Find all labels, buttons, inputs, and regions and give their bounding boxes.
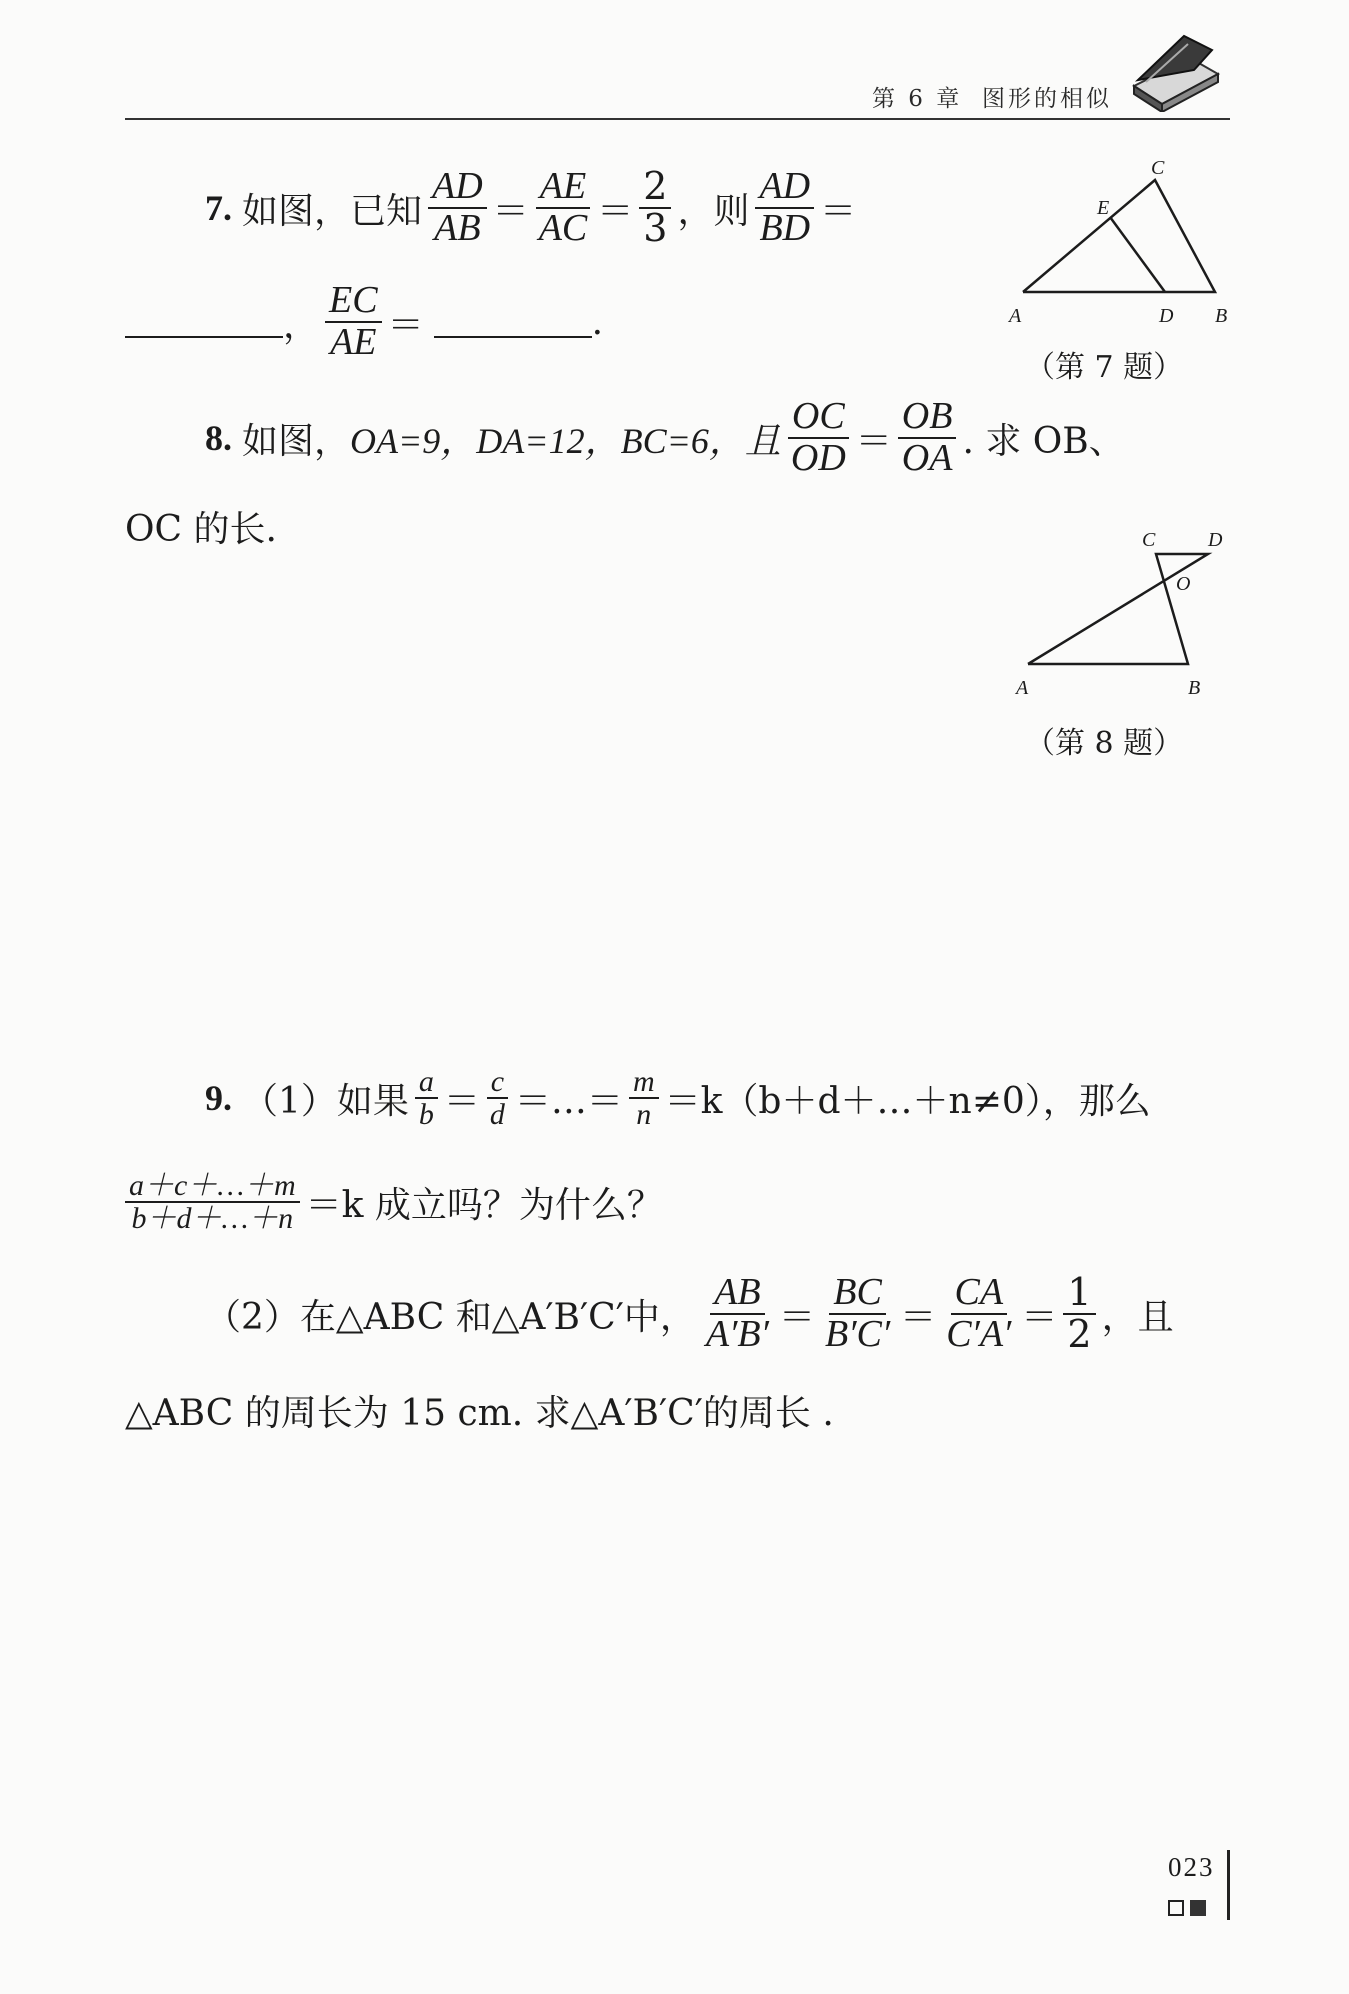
- q7-equals-2: ＝: [597, 190, 634, 232]
- q9-p2-line2: △ABC 的周长为 15 cm. 求△A′B′C′的周长 .: [125, 1392, 834, 1434]
- q7-label-d: D: [1159, 305, 1174, 327]
- q7-answer-blank-1[interactable]: [125, 306, 283, 338]
- q7-caption: （第 7 题）: [1025, 350, 1184, 385]
- q8-label-o: O: [1176, 573, 1191, 595]
- q8-figure: [1010, 518, 1250, 696]
- q8-text1: 如图，: [242, 420, 351, 462]
- q9-condition: ＝k（b＋d＋…＋n≠0），那么: [664, 1080, 1151, 1122]
- q8-fraction-oc-od: $\frac{OC}{OD}$: [787, 397, 850, 479]
- q7-fraction-ad-bd: $\frac{AD}{BD}$: [755, 167, 814, 249]
- q7-fraction-ae-ac: $\frac{AE}{AC}$: [535, 167, 592, 249]
- q7-fraction-2-3: $\frac{2}{3}$: [639, 167, 671, 249]
- q7-answer-blank-2[interactable]: [434, 306, 592, 338]
- q9-fraction-m-n: $\frac{m}{n}$: [629, 1066, 659, 1131]
- q9-fraction-c-d: $\frac{c}{d}$: [486, 1066, 509, 1131]
- q7-label-a: A: [1009, 305, 1022, 327]
- q9-line1: [125, 1058, 1229, 1138]
- q9-equals-a: ＝: [778, 1296, 815, 1338]
- header-rule: [125, 118, 1230, 120]
- q9-fraction-ca: $\frac{CA}{C'A'}$: [946, 1271, 1012, 1355]
- q8-label-b: B: [1188, 677, 1201, 696]
- q8-label-d: D: [1208, 529, 1223, 551]
- footer-square-filled: [1190, 1900, 1206, 1916]
- q8-label-a: A: [1016, 677, 1029, 696]
- q9-dots: ＝…＝: [514, 1080, 623, 1122]
- q9-sum-fraction: $\frac{a+c+\dots+m}{b+d+\dots+n}$: [125, 1170, 300, 1235]
- page-number: 023: [1168, 1852, 1215, 1882]
- chapter-label: 第 6 章: [872, 86, 963, 112]
- q9-number: 9.: [205, 1078, 232, 1118]
- q9-p2-start: （2）在△ABC 和△A′B′C′中，: [205, 1296, 696, 1338]
- q8-line2-text: OC 的长.: [125, 508, 277, 550]
- q9-fraction-bc: $\frac{BC}{B'C'}$: [824, 1271, 891, 1355]
- q9-equals-c: ＝: [1021, 1296, 1058, 1338]
- q8-ask: . 求 OB、: [962, 420, 1125, 462]
- q8-caption: （第 8 题）: [1025, 726, 1184, 761]
- q9-line2: [125, 1162, 1229, 1242]
- book-icon: [1128, 28, 1220, 112]
- q9-p2-mid: ，且: [1101, 1296, 1174, 1338]
- q7-equals-4: ＝: [387, 304, 424, 346]
- chapter-title: 图形的相似: [982, 86, 1112, 112]
- q7-comma: ，: [283, 304, 320, 346]
- q9-equals: ＝: [443, 1080, 480, 1122]
- q7-label-b: B: [1215, 305, 1228, 327]
- q9-fraction-1-2: $\frac{1}{2}$: [1063, 1273, 1095, 1355]
- q8-fraction-ob-oa: $\frac{OB}{OA}$: [898, 397, 957, 479]
- q8-number: 8.: [205, 418, 232, 458]
- q7-label-e: E: [1097, 197, 1110, 219]
- q7-label-c: C: [1151, 157, 1165, 179]
- q9-p1-end: ＝k 成立吗？为什么？: [305, 1184, 663, 1226]
- q8-given: OA=9，DA=12，BC=6，且: [350, 420, 781, 461]
- footer-vertical-rule: [1227, 1850, 1230, 1920]
- q7-figure: [1005, 150, 1245, 332]
- q7-fraction-ad-ab: $\frac{AD}{AB}$: [428, 167, 487, 249]
- q7-equals-3: ＝: [820, 190, 857, 232]
- q9-fraction-a-b: $\frac{a}{b}$: [415, 1066, 438, 1131]
- q7-equals-1: ＝: [492, 190, 529, 232]
- q9-line3: [125, 1272, 1229, 1356]
- q9-equals-b: ＝: [900, 1296, 937, 1338]
- q7-end: .: [591, 301, 604, 343]
- q8-line1: [125, 395, 1229, 479]
- q7-intro: 如图，已知: [242, 190, 423, 232]
- q7-fraction-ec-ae: $\frac{EC}{AE}$: [325, 281, 382, 363]
- q9-line4: [125, 1382, 1229, 1438]
- q9-fraction-ab: $\frac{AB}{A'B'}$: [705, 1271, 769, 1355]
- q8-equals: ＝: [855, 420, 892, 462]
- q8-label-c: C: [1142, 529, 1156, 551]
- footer-square-outline: [1168, 1900, 1184, 1916]
- q7-number: 7.: [205, 188, 232, 228]
- q9-p1-start: （1）如果: [242, 1080, 409, 1122]
- q7-then: ，则: [677, 190, 750, 232]
